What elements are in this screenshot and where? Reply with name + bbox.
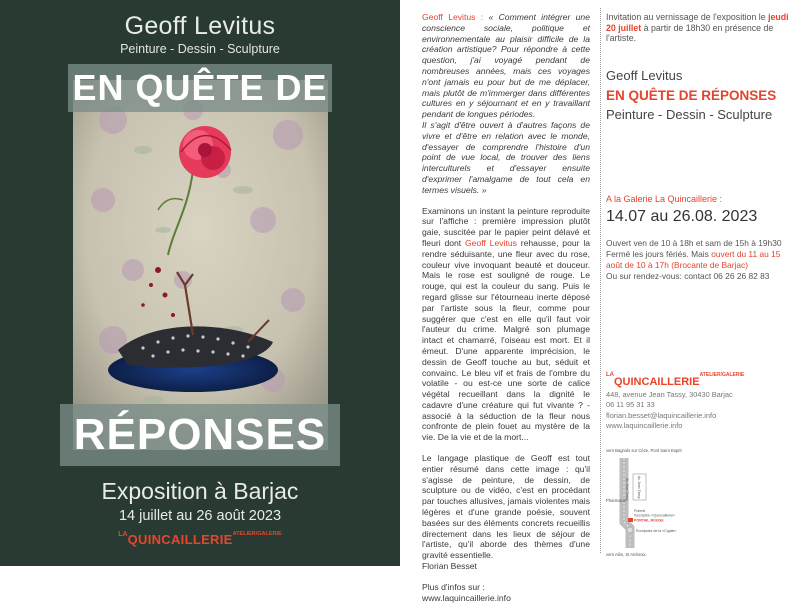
sidebar-logo: [606, 372, 744, 390]
painting-flower-bird-image: [73, 80, 328, 450]
hours-line-3: Ou sur rendez-vous: contact 06 26 26 82 83: [606, 271, 770, 281]
hours-line-2: [606, 249, 796, 271]
article-signature: Florian Besset: [422, 561, 477, 572]
sidebar-title: EN QUÊTE DE RÉPONSES: [606, 88, 777, 103]
galerie-label: A la Galerie La Quincaillerie :: [606, 194, 723, 204]
more-info-label: Plus d'infos sur :: [422, 581, 485, 592]
map-inscription: Inscription «Quincaillerie»: [634, 513, 676, 518]
hours-special-opening: ouvert du 11 au 15 août de 10 à 17h (Brocante de Barjac): [606, 249, 781, 270]
invite-text-b: à partir de 18h30 en présence de l'artiste.: [606, 22, 774, 44]
map-gate-marker: [628, 518, 633, 522]
map-south-road: vers Alès, St Ambroix: [606, 552, 646, 557]
poster-title-line1: EN QUÊTE DE: [68, 64, 332, 112]
artist-name-link: Geoff Levitus: [465, 237, 517, 248]
map-rondpoint: Rondpoint de la «Cigale»: [636, 529, 677, 533]
website[interactable]: www.laquincaillerie.info: [606, 421, 683, 431]
hours-line-1: Ouvert ven de 10 à 18h et sam de 15h à 19h30: [606, 238, 782, 248]
exhibition-period: 14.07 au 26.08. 2023: [606, 208, 758, 225]
poster-painting: [73, 80, 328, 450]
logo-la: LA: [118, 531, 128, 538]
opening-hours: [606, 238, 796, 282]
phone: 06 11 95 31 33: [606, 400, 655, 410]
map-drawing: [606, 444, 726, 559]
poster-exposition: Exposition à Barjac: [101, 478, 299, 504]
vernissage-date: jeudi 20 juillet: [606, 12, 789, 33]
invite-text-a: Invitation au vernissage de l'exposition le: [606, 12, 769, 22]
quote-paragraph-2: Il s'agit d'être ouvert à d'autres façons de vivre et d'être en relation avec le monde, d'essayer de comprendre l'histoire d'un point de vue local, de trouver des liens interculturels et d'essayer ensuite d'exprimer l'amalgame de tout cela en termes visuels. »: [422, 119, 590, 195]
map-poterie: Poterie: [634, 509, 646, 513]
email[interactable]: florian.besset@laquincaillerie.info: [606, 410, 717, 420]
poster-dates: 14 juillet au 26 août 2023: [118, 508, 282, 524]
map-portail: PORTAIL ROUGE: [634, 518, 664, 523]
sidebar-logo-suffix: ATELIER/GALERIE: [699, 372, 745, 378]
sidebar-logo-la: LA: [606, 372, 614, 378]
column-divider: [600, 8, 601, 553]
exhibition-poster: [0, 0, 400, 566]
map-avenue-2: Av. Jean Tassy: [637, 476, 641, 499]
map-north-road: vers Bagnols sur Cèze, Pont Saint Esprit: [606, 448, 682, 453]
paragraph-1-text-a: Examinons un instant la peinture reproduite sur l'affiche : première impression plutôt gaie, suscitée par le papier peint délavé et fleuri dont: [422, 205, 590, 248]
quote-author: Geoff Levitus :: [422, 12, 484, 22]
contact-block: [606, 390, 796, 432]
article-column: [422, 12, 590, 603]
hours-line-2-text: Fermé les jours fériés. Mais: [606, 249, 712, 259]
poster-title-line2: RÉPONSES: [60, 404, 340, 466]
address: 448, avenue Jean Tassy, 30430 Barjac: [606, 390, 733, 399]
map-pharmacie: Pharmacie: [606, 498, 627, 503]
more-info-url[interactable]: www.laquincaillerie.info: [422, 592, 511, 603]
article-paragraph-1: [422, 206, 590, 444]
paragraph-1-text-b: rehausse, pour la rendre séduisante, une fleur avec du rose, couleur vive invoquant beauté et douceur. Mais le rose est souligné de rouge. Le rouge, qui est la couleur du sang. Puis le regard glisse sur l'étourneau inerte déposé par l'artiste sous la fleur, comme pour suggérer que c'est en elle qu'il faut voir l'auteur du crime. Malgré son plumage intact et chamarré, l'oiseau est mort. Et il émeut. D'une apparente imprécision, le dessin de Geoff touche au but, séduit et convainc. Le bleu vif et frais de l'ombre du volatile - ou est-ce une sorte de calice végétal recueillant dans la dignité le cadavre d'une créature qui fut vivante ? - associé à la séduction de la fleur nous confronte de plein fouet au mystère de la vie. De la vie et de la mort...: [422, 237, 591, 443]
poster-disciplines: Peinture - Dessin - Sculpture: [120, 42, 280, 56]
sidebar-artist: Geoff Levitus: [606, 68, 683, 83]
map-avenue-1: Av. Jean Tassy: [625, 478, 629, 501]
artist-quote: [422, 12, 590, 120]
location-map: [606, 444, 726, 559]
poster-artist-name: Geoff Levitus: [124, 12, 276, 40]
logo-suffix: ATELIER/GALERIE: [232, 531, 282, 537]
poster-logo: [0, 531, 400, 549]
vernissage-invitation: [606, 12, 796, 44]
logo-name: QUINCAILLERIE: [127, 532, 233, 547]
sidebar-disciplines: Peinture - Dessin - Sculpture: [606, 107, 773, 122]
invitation-column: [606, 12, 796, 557]
article-paragraph-2: Le langage plastique de Geoff est tout entier résumé dans cette image : qu'il s'agisse de peinture, de dessin, de sculpture ou de vidéo, c'est en procédant par touches allusives, jamais violentes mais légères et d'une grande poésie, souvent basées sur des éléments concrets recueillis directement dans les lieux de séjour de l'artiste, qu'il aborde des thèmes d'une gravité essentielle.: [422, 453, 590, 561]
quote-paragraph-1: « Comment intégrer une conscience sociale, politique et environnementale au plaisir difficile de la création artistique? Pour répondre à cette question, j'ai voyagé pendant de nombreuses années, mais ces voyages n'ont jamais eu pour but de me déplacer, mais plutôt de m'immerger dans différentes cultures en y séjournant et en y travaillant pendant de longues périodes.: [422, 12, 590, 120]
sidebar-logo-name: QUINCAILLERIE: [614, 376, 700, 388]
